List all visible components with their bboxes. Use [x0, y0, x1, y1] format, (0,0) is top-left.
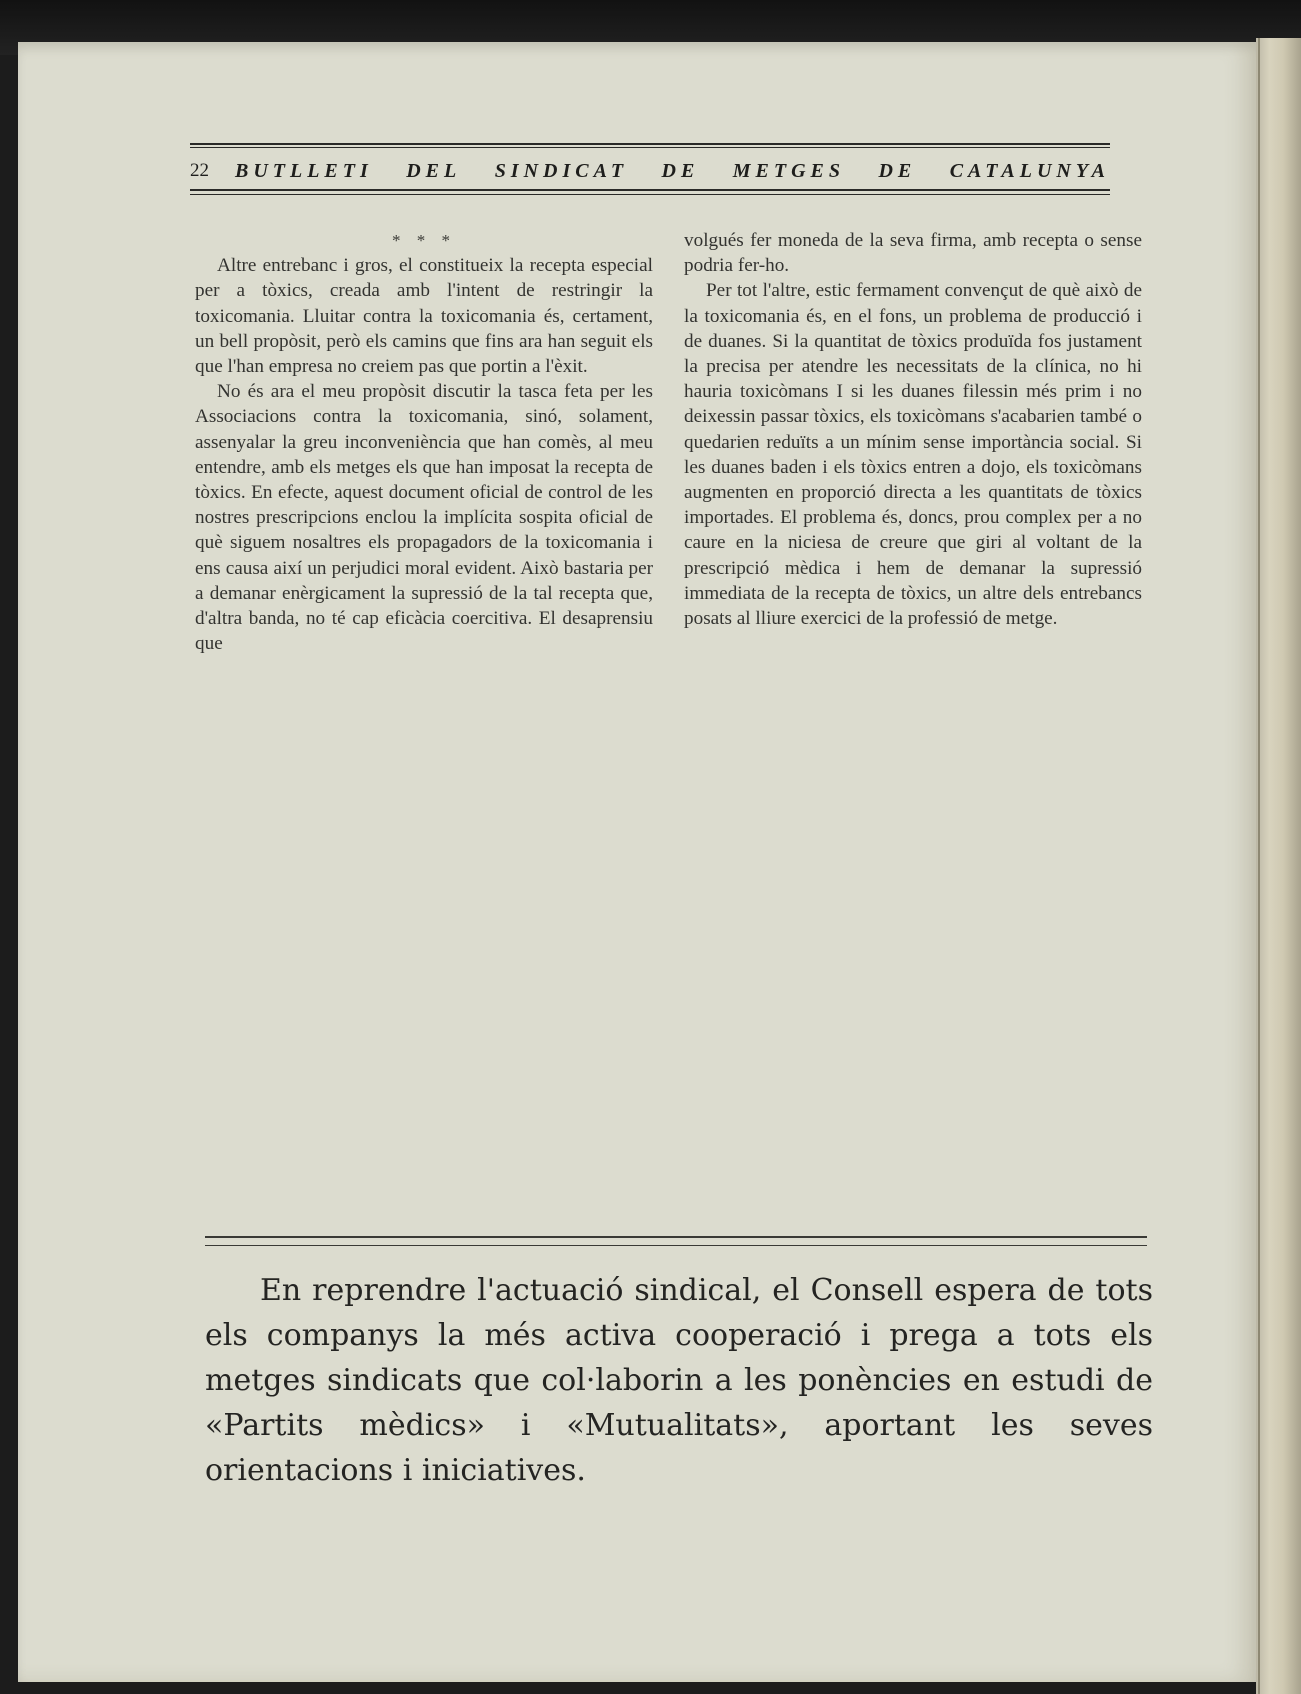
title-word: DEL — [406, 159, 462, 182]
paragraph: Altre entrebanc i gros, el constitueix la recepta especial per a tòxics, creada amb l'intent de restringir la toxicomania. Lluitar contra la toxicomania és, certament, un bell propòsit, però els camins que fins ara han seguit els que l'han empresa no creiem pas que portin a l'èxit. — [195, 255, 653, 378]
running-header — [190, 143, 1110, 199]
header-rule-bottom-thin — [190, 194, 1110, 195]
title-word: METGES — [732, 159, 846, 182]
header-rule-top — [190, 143, 1110, 145]
journal-title — [235, 160, 1110, 183]
section-separator: * * * — [392, 231, 456, 250]
header-title-row — [190, 158, 1110, 184]
title-word: DE — [661, 159, 700, 182]
article-column-left — [195, 228, 653, 656]
book-spine-edge — [1256, 38, 1301, 1694]
article-column-right — [684, 228, 1142, 631]
notice-rule-thin — [205, 1245, 1147, 1246]
paragraph-continued: volgués fer moneda de la seva firma, amb recepta o sense podria fer-ho. — [684, 230, 1142, 277]
page-number: 22 — [190, 160, 209, 181]
title-word: BUTLLETI — [235, 159, 373, 182]
council-notice: En reprendre l'actuació sindical, el Consell espera de tots els companys la més activa cooperació i prega a tots els metges sindicats que col·laborin a les ponències en estudi de «Partits mèdics» i «Mutualitats», aportant les seves orientacions i iniciatives. — [205, 1273, 1153, 1488]
notice-rule-top — [205, 1236, 1147, 1238]
title-word: SINDICAT — [494, 159, 629, 182]
header-rule-top-thin — [190, 147, 1110, 148]
paragraph: No és ara el meu propòsit discutir la tasca feta per les Associacions contra la toxicomania, sinó, solament, assenyalar la greu inconveniència que han comès, al meu entendre, amb els metges els que han imposat la recepta de tòxics. En efecte, aquest document oficial de control de les nostres prescripcions enclou la implícita sospita oficial de què siguem nosaltres els propagadors de la toxicomania i ens causa així un perjudici moral evident. Això bastaria per a demanar enèrgicament la supressió de la tal recepta que, d'altra banda, no té cap eficàcia coercitiva. El desaprensiu que — [195, 381, 653, 655]
paragraph: Per tot l'altre, estic fermament convençut de què això de la toxicomania és, en el fons, un problema de producció i de duanes. Si la quantitat de tòxics produïda fos justament la precisa per atendre les necessitats de la clínica, no hi hauria toxicòmans I si les duanes filessin més prim i no deixessin passar tòxics, els toxicòmans s'acabarien també o quedarien reduïts a un mínim sense importància social. Si les duanes baden i els tòxics entren a dojo, els toxicòmans augmenten en proporció directa a les quantitats de tòxics importades. El problema és, doncs, prou complex per a no caure en la niciesa de creure que giri al voltant de la prescripció mèdica i hem de demanar la supressió immediata de la recepta de tòxics, un altre dels entrebancs posats al lliure exercici de la professió de metge. — [684, 280, 1142, 630]
header-rule-bottom — [190, 189, 1110, 191]
title-word: DE — [878, 159, 917, 182]
title-word: CATALUNYA — [949, 159, 1110, 182]
